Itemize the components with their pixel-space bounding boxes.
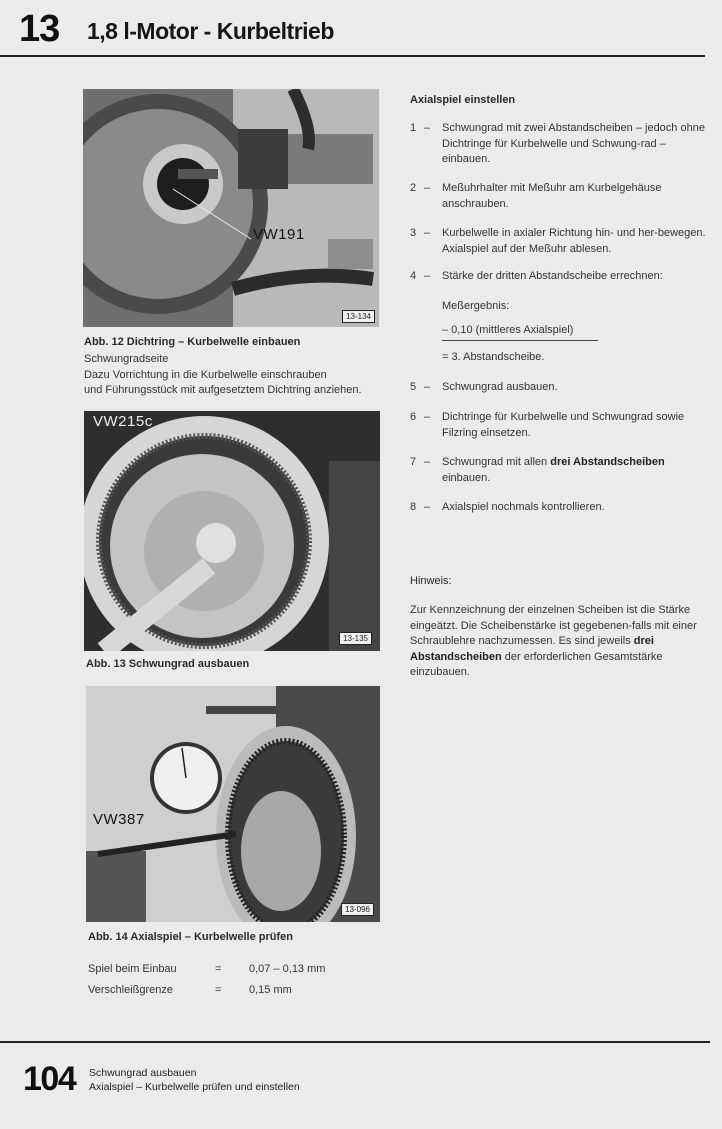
procedure-step: [410, 226, 715, 257]
step-number: 6: [410, 411, 417, 423]
step-number: 4: [410, 270, 417, 282]
procedure-step: [410, 181, 715, 212]
spec-value: 0,07 – 0,13 mm: [249, 963, 326, 975]
photo-code: 13-134: [342, 310, 375, 323]
figure-14-caption: Abb. 14 Axialspiel – Kurbelwelle prüfen: [88, 931, 293, 943]
note-text-pre: Zur Kennzeichnung der einzelnen Scheiben ist die Stärke eingeätzt. Die Scheibenstärke ist gegebenen-falls mit einer Schraublehre nachzumessen. Es sind jeweils: [410, 604, 697, 647]
step-number: 8: [410, 501, 417, 513]
step-dash: –: [424, 381, 431, 393]
step-number: 1: [410, 122, 417, 134]
step-number: 2: [410, 182, 417, 194]
step-dash: –: [424, 227, 431, 239]
step-dash: –: [424, 501, 431, 513]
spec-equals: =: [215, 963, 222, 975]
procedure-step: [410, 121, 715, 168]
figure-13-caption: Abb. 13 Schwungrad ausbauen: [86, 658, 250, 670]
tool-label-vw387: VW387: [93, 811, 145, 828]
calc-underline: [442, 340, 598, 341]
calc-label: Meßergebnis:: [442, 300, 510, 312]
step-number: 5: [410, 381, 417, 393]
calc-subtract: – 0,10 (mittleres Axialspiel): [442, 324, 574, 336]
procedure-step: [410, 410, 715, 441]
tool-label-vw215c: VW215c: [93, 413, 153, 430]
spec-value: 0,15 mm: [249, 984, 292, 996]
procedure-step: [410, 269, 715, 285]
step-number: 7: [410, 456, 417, 468]
procedure-step: [410, 380, 715, 396]
procedure-step: [410, 500, 715, 516]
figure-12-photo: [83, 89, 379, 327]
photo-code: 13-096: [341, 903, 374, 916]
figure-12-caption: Abb. 12 Dichtring – Kurbelwelle einbauen: [84, 336, 301, 348]
footer-topic: Schwungrad ausbauen: [89, 1067, 197, 1079]
figure-12-text-line: und Führungsstück mit aufgesetztem Dichtring anziehen.: [84, 384, 362, 396]
step-dash: –: [424, 270, 431, 282]
chapter-title: 1,8 l-Motor - Kurbeltrieb: [87, 18, 334, 44]
step-dash: –: [424, 182, 431, 194]
step-dash: –: [424, 122, 431, 134]
figure-12-text-line: Dazu Vorrichtung in die Kurbelwelle einschrauben: [84, 368, 327, 381]
note-text: [410, 603, 700, 681]
step-dash: –: [424, 456, 431, 468]
step-text: Schwungrad ausbauen.: [442, 381, 558, 393]
note-title: Hinweis:: [410, 575, 452, 587]
step-text: Schwungrad mit zwei Abstandscheiben – jedoch ohne Dichtringe für Kurbelwelle und Schwung-rad – einbauen.: [442, 122, 705, 165]
step-text-pre: Schwungrad mit allen: [442, 456, 551, 468]
step-text-bold: drei Abstandscheiben: [550, 456, 665, 468]
page-number: 104: [23, 1060, 76, 1098]
step-text: Axialspiel nochmals kontrollieren.: [442, 501, 605, 513]
note-text-bold: drei Abstandscheiben: [410, 635, 654, 663]
step-text: Meßuhrhalter mit Meßuhr am Kurbelgehäuse anschrauben.: [442, 182, 662, 210]
spec-equals: =: [215, 984, 222, 996]
spec-label: Verschleißgrenze: [88, 984, 173, 996]
photo-code: 13-135: [339, 632, 372, 645]
figure-12-text: [84, 352, 404, 399]
step-text: [442, 455, 715, 486]
figure-13-photo: [84, 411, 380, 651]
step-text: Stärke der dritten Abstandscheibe errechnen:: [442, 270, 663, 282]
header-rule: [0, 55, 705, 57]
figure-12-text-line: Schwungradseite: [84, 353, 169, 365]
procedure-title: Axialspiel einstellen: [410, 94, 516, 106]
figure-14-photo: [86, 686, 380, 922]
spec-label: Spiel beim Einbau: [88, 963, 177, 975]
calc-result: = 3. Abstandscheibe.: [442, 351, 545, 363]
step-text: Dichtringe für Kurbelwelle und Schwungrad sowie Filzring einsetzen.: [442, 411, 685, 439]
footer-rule: [0, 1041, 710, 1043]
note-text-post: der erforderlichen Gesamtstärke einzubauen.: [410, 650, 663, 678]
footer-topic: Axialspiel – Kurbelwelle prüfen und einstellen: [89, 1081, 300, 1093]
step-dash: –: [424, 411, 431, 423]
procedure-step: [410, 455, 715, 486]
chapter-number: 13: [19, 8, 60, 50]
tool-label-vw191: VW191: [253, 226, 305, 243]
step-number: 3: [410, 227, 417, 239]
step-text-post: einbauen.: [442, 471, 491, 484]
step-text: Kurbelwelle in axialer Richtung hin- und her-bewegen. Axialspiel auf der Meßuhr ablesen.: [442, 227, 706, 255]
